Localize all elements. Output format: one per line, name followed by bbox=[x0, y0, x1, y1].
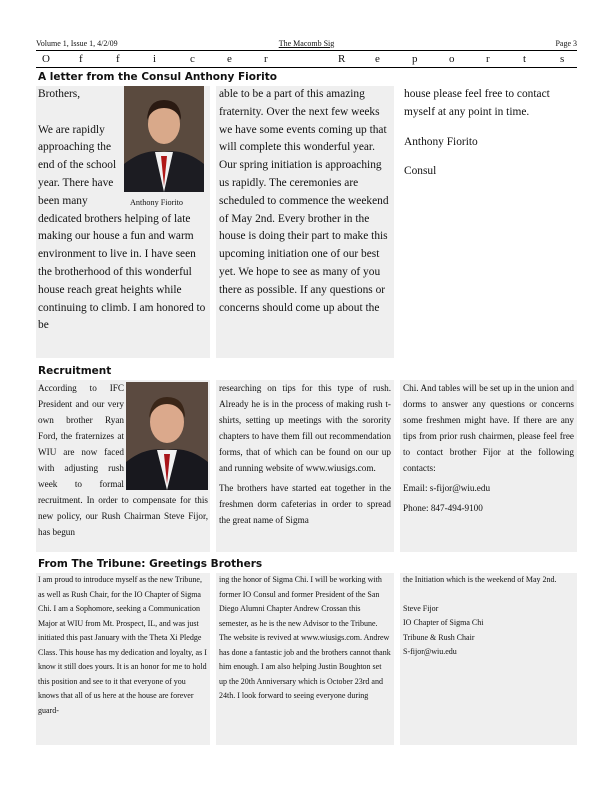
band-letter: e bbox=[375, 53, 382, 65]
band-letter: e bbox=[227, 53, 234, 65]
recruitment-text-2: researching on tips for this type of rush. Already he is in the process of making rush t-shirts, setting up meetings with the sorority chapters to have them fill out recommendation forms, that of which can be found on our up and running website of www.wiusigs.com. bbox=[219, 383, 391, 473]
recruitment-phone: Phone: 847-494-9100 bbox=[403, 503, 483, 513]
portrait-image bbox=[126, 382, 208, 490]
band-letter: c bbox=[190, 53, 197, 65]
band-letter: t bbox=[523, 53, 529, 65]
recruitment-text-2b: The brothers have started eat together in the freshmen dorm cafeterias in order to spread the great name of Sigma bbox=[219, 483, 391, 525]
tribune-text-1: I am proud to introduce myself as the new Tribune, as well as Rush Chair, for the IO Chapter of Sigma Chi. I am a Sophomore, seeking a Communication Major at WIU from Mt. Prospect, IL, and was just initiated this past January with the Theta Xi Pledge Class. This house has my dedication and loyalty, as I know it still does yours. It is an honor for me to hold this position and see to it that everyone of you knows that all of us here at the house are forever guard- bbox=[38, 575, 207, 715]
tribune-column-1 bbox=[36, 573, 210, 745]
page-number: Page 3 bbox=[555, 39, 577, 48]
consul-text-3: house please feel free to contact myself at any point in time. bbox=[404, 88, 550, 118]
band-letter: o bbox=[449, 53, 457, 65]
consul-letter-heading: A letter from the Consul Anthony Fiorito bbox=[38, 71, 277, 83]
consul-photo bbox=[124, 86, 204, 192]
portrait-image bbox=[124, 86, 204, 192]
recruitment-email: Email: s-fijor@wiu.edu bbox=[403, 483, 491, 493]
tribune-sig-email: S-fijor@wiu.edu bbox=[403, 647, 457, 656]
rush-chair-photo bbox=[126, 382, 208, 490]
consul-sign-name: Anthony Fiorito bbox=[404, 135, 478, 148]
page-header bbox=[36, 38, 577, 51]
band-letter: O bbox=[42, 53, 52, 65]
recruitment-text-1: According to IFC President and our very own brother Ryan Ford, the fraternizes at WIU are now faced with adjusting rush week to formal recruitment. In order to compensate for this new policy, our Rush Chairman Steve Fijor, has begun bbox=[38, 383, 208, 537]
consul-photo-caption: Anthony Fiorito bbox=[130, 198, 183, 207]
recruitment-text-3: Chi. And tables will be set up in the union and dorms to answer any questions or concerns some freshmen might have. If there are any tips from prior rush chairmen, please feel free to contact brother Fijor at the following contacts: bbox=[403, 383, 574, 473]
newsletter-title: The Macomb Sig bbox=[278, 39, 335, 48]
recruitment-heading: Recruitment bbox=[38, 365, 112, 377]
tribune-text-2: ing the honor of Sigma Chi. I will be working with former IO Consul and former President of the San Diego Alumni Chapter Andrew Crossan this semester, as he is the new Advisor to the Tribune. The website is revived at www.wiusigs.com. Andrew has done a fantastic job and the brothers cannot thank him enough. I am also helping Justin Boughton set up the 20th Anniversary which is October 23rd and 24th. I look forward to seeing everyone during bbox=[219, 575, 391, 700]
section-band-officer-reports bbox=[36, 51, 577, 68]
tribune-heading: From The Tribune: Greetings Brothers bbox=[38, 558, 263, 570]
consul-column-3 bbox=[400, 86, 577, 358]
tribune-column-2 bbox=[216, 573, 394, 745]
issue-info: Volume 1, Issue 1, 4/2/09 bbox=[36, 39, 118, 48]
consul-text-2: able to be a part of this amazing fraternity. Over the next few weeks we have some events coming up that will complete this wonderful year. Our spring initiation is approaching us rapidly. The ceremonies are scheduled to commence the weekend of May 2nd. Every brother in the house is doing their part to make this upcoming initiation one of our best yet. We hope to see as many of you there as possible. If any questions or concerns should come up about the bbox=[219, 88, 389, 314]
band-letter: f bbox=[79, 53, 85, 65]
recruitment-column-2 bbox=[216, 380, 394, 552]
band-letter: R bbox=[338, 53, 348, 65]
consul-text-1: Brothers, We are rapidly approaching the end of the school year. There have been many dedicated brothers helping of late making our house a fun and warm environment to live in. I have seen the brotherhood of this wonderful house reach great heights while continuing to climb. I am honored to be bbox=[38, 88, 206, 332]
tribune-sig-role: Tribune & Rush Chair bbox=[403, 632, 475, 642]
band-letter: r bbox=[486, 53, 492, 65]
tribune-column-3 bbox=[400, 573, 577, 745]
band-letter: f bbox=[116, 53, 122, 65]
band-letter: i bbox=[153, 53, 159, 65]
tribune-sig-chapter: IO Chapter of Sigma Chi bbox=[403, 618, 484, 627]
band-letter: s bbox=[560, 53, 567, 65]
tribune-sig-name: Steve Fijor bbox=[403, 603, 439, 613]
band-letter: p bbox=[412, 53, 420, 65]
tribune-text-3: the Initiation which is the weekend of May 2nd. bbox=[403, 575, 557, 584]
recruitment-column-3 bbox=[400, 380, 577, 552]
band-letter: r bbox=[264, 53, 270, 65]
consul-sign-role: Consul bbox=[404, 165, 437, 178]
consul-column-2 bbox=[216, 86, 394, 358]
